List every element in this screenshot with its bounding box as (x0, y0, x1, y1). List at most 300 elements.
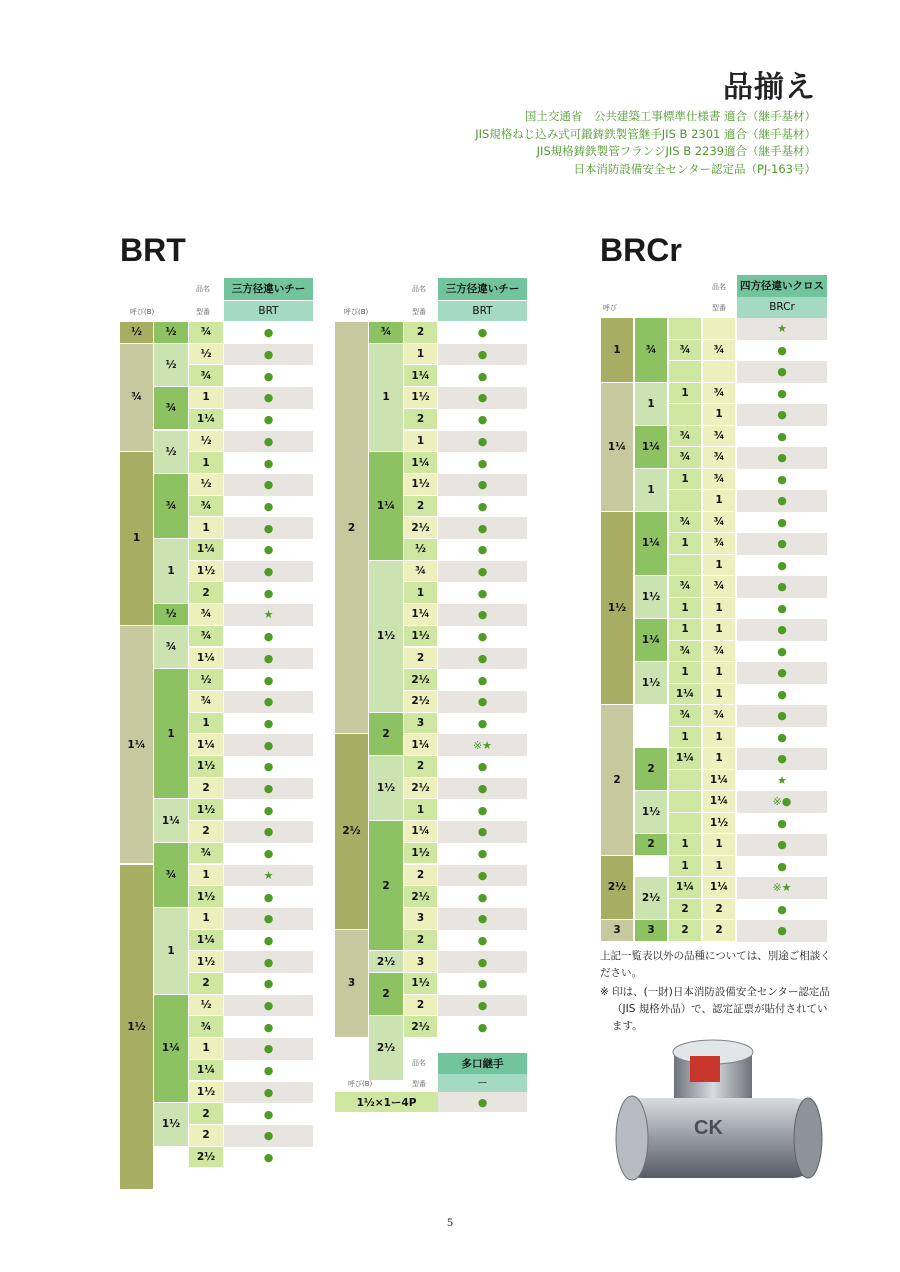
availability-mark: ● (224, 995, 313, 1017)
brcr-size-cell: 1¼ (635, 619, 667, 661)
availability-mark: ● (438, 930, 527, 952)
size-c-cell: 2½ (404, 1016, 437, 1037)
brcr-size-cell (669, 791, 701, 812)
size-c-cell: 2½ (189, 1147, 223, 1168)
size-c-cell: 1¼ (404, 604, 437, 625)
availability-mark: ● (737, 598, 827, 620)
footnote-line: 上記一覧表以外の品種については、別途ご相談ください。 (600, 950, 831, 979)
availability-mark: ● (438, 669, 527, 691)
availability-mark: ● (737, 705, 827, 727)
availability-mark: ● (438, 474, 527, 496)
brcr-size-cell: 1 (703, 748, 735, 769)
brcr-size-cell: 1 (669, 598, 701, 619)
size-c-cell: 2 (189, 973, 223, 994)
size-c-cell: 1½ (404, 973, 437, 994)
size-c-cell: ½ (189, 669, 223, 690)
availability-mark: ● (737, 426, 827, 448)
brcr-size-cell: ¾ (703, 533, 735, 554)
size-c-cell: 2 (189, 821, 223, 842)
availability-mark: ● (224, 1125, 313, 1147)
size-c-cell: 2½ (404, 669, 437, 690)
size-b-cell: ½ (154, 322, 188, 343)
availability-mark: ● (224, 561, 313, 583)
availability-mark: ● (224, 1060, 313, 1082)
brt-product-name: 三方径違いチー (224, 278, 313, 300)
brcr-size-cell: ¾ (703, 705, 735, 726)
size-c-cell: 2 (404, 409, 437, 430)
brcr-size-cell (669, 318, 701, 339)
brcr-size-cell (669, 490, 701, 511)
size-b-cell: 1 (154, 669, 188, 798)
brcr-size-cell: 1 (669, 619, 701, 640)
availability-mark: ● (438, 452, 527, 474)
availability-mark: ● (737, 361, 827, 383)
size-c-cell: 1 (189, 452, 223, 473)
availability-mark: ● (224, 691, 313, 713)
size-c-cell: 1½ (404, 626, 437, 647)
footnote-line: ※ 印は、(一財)日本消防設備安全センター認定品（JIS 規格外品）で、認定証票が貼付されています。 (600, 986, 830, 1032)
availability-mark: ● (438, 648, 527, 670)
brcr-size-cell: 3 (635, 920, 667, 941)
availability-mark: ● (438, 951, 527, 973)
size-a-cell: 1¼ (120, 626, 153, 864)
brcr-size-cell: 1 (703, 598, 735, 619)
brcr-size-cell: 2 (635, 834, 667, 855)
brcr-size-cell: 1 (703, 619, 735, 640)
availability-mark: ● (224, 517, 313, 539)
brcr-size-cell: ¾ (703, 340, 735, 361)
availability-mark: ● (737, 748, 827, 770)
brt-model: BRT (224, 301, 313, 321)
brt-product-name-2: 三方径違いチー (438, 278, 527, 300)
size-c-cell: ¾ (189, 626, 223, 647)
brcr-size-cell: 1¼ (635, 426, 667, 468)
size-b-cell: 2 (369, 821, 403, 950)
size-c-cell: 1 (189, 908, 223, 929)
brcr-size-cell: 1 (635, 383, 667, 425)
availability-mark: ● (438, 843, 527, 865)
availability-mark: ● (224, 626, 313, 648)
brcr-size-cell: 1 (669, 383, 701, 404)
availability-mark: ● (737, 684, 827, 706)
brcr-size-cell: 1¼ (703, 877, 735, 898)
size-b-cell: 1½ (154, 1103, 188, 1145)
size-c-cell: ¾ (189, 496, 223, 517)
availability-mark: ● (224, 713, 313, 735)
availability-mark: ● (737, 383, 827, 405)
size-c-cell: 1½ (189, 886, 223, 907)
brcr-size-cell (669, 770, 701, 791)
availability-mark: ● (438, 821, 527, 843)
brcr-size-cell: ¾ (669, 576, 701, 597)
multi-size: 1½×1ー4P (335, 1092, 438, 1112)
brcr-size-cell: 1 (703, 490, 735, 511)
size-c-cell: 1½ (189, 951, 223, 972)
red-label (690, 1056, 720, 1082)
availability-mark: ● (224, 452, 313, 474)
brcr-size-cell: 1 (669, 834, 701, 855)
yobi-label: 呼び(B) (348, 1080, 373, 1088)
size-a-cell: 1 (120, 452, 153, 625)
size-c-cell: ¾ (189, 1016, 223, 1037)
availability-mark: ● (438, 409, 527, 431)
availability-mark: ● (737, 555, 827, 577)
size-c-cell: 2 (404, 756, 437, 777)
availability-mark: ● (224, 648, 313, 670)
availability-mark: ● (224, 669, 313, 691)
brcr-size-cell: 2 (703, 899, 735, 920)
size-b-cell: 2 (369, 973, 403, 1015)
size-c-cell: 2 (404, 995, 437, 1016)
availability-mark: ● (737, 619, 827, 641)
hin-label: 品名 (412, 285, 426, 293)
size-b-cell: 2 (369, 713, 403, 755)
availability-mark: ● (224, 539, 313, 561)
availability-mark: ● (224, 734, 313, 756)
note-line: 日本消防設備安全センター認定品（PJ-163号） (573, 161, 816, 176)
availability-mark: ● (224, 1016, 313, 1038)
availability-mark: ● (224, 1147, 313, 1169)
size-c-cell: 1 (189, 517, 223, 538)
availability-mark: ● (737, 340, 827, 362)
availability-mark: ● (438, 886, 527, 908)
size-a-cell: 3 (335, 930, 368, 1038)
size-c-cell: 1½ (404, 474, 437, 495)
availability-mark: ● (438, 908, 527, 930)
page-title: 品揃え (723, 70, 816, 105)
yobi-label: 呼び(B) (344, 308, 369, 316)
availability-mark: ● (224, 1082, 313, 1104)
brcr-size-cell: 1¼ (703, 770, 735, 791)
availability-mark: ● (737, 404, 827, 426)
size-c-cell: 2½ (404, 886, 437, 907)
size-c-cell: 2 (189, 582, 223, 603)
brcr-size-cell: 1 (703, 856, 735, 877)
size-c-cell: ¾ (189, 365, 223, 386)
size-b-cell: 1¼ (154, 995, 188, 1103)
size-c-cell: 3 (404, 713, 437, 734)
availability-mark: ● (224, 951, 313, 973)
size-c-cell: ½ (404, 539, 437, 560)
brcr-size-cell: 1 (669, 856, 701, 877)
availability-mark: ● (224, 799, 313, 821)
brcr-size-cell: ¾ (703, 426, 735, 447)
size-c-cell: 3 (404, 951, 437, 972)
brcr-size-cell: 1 (601, 318, 633, 382)
availability-mark: ● (438, 496, 527, 518)
brcr-product-name: 四方径違いクロス (737, 275, 827, 297)
availability-mark: ● (224, 322, 313, 344)
size-b-cell: 2½ (369, 951, 403, 972)
availability-mark: ● (737, 469, 827, 491)
availability-mark: ● (224, 930, 313, 952)
size-a-cell: 2½ (335, 734, 368, 928)
size-b-cell: 1 (154, 539, 188, 603)
size-c-cell: 1½ (189, 756, 223, 777)
availability-mark: ● (737, 813, 827, 835)
brcr-size-cell: 1½ (635, 576, 667, 618)
brcr-size-cell: 1½ (601, 512, 633, 705)
brcr-size-cell: 1 (703, 404, 735, 425)
size-c-cell: ¾ (189, 322, 223, 343)
availability-mark: ● (438, 582, 527, 604)
availability-mark: ★ (224, 865, 313, 887)
size-c-cell: ¾ (189, 604, 223, 625)
availability-mark: ● (224, 908, 313, 930)
availability-mark: ★ (737, 318, 827, 340)
size-c-cell: 2 (404, 496, 437, 517)
size-c-cell: 1 (189, 865, 223, 886)
yobi-label: 呼び(B) (130, 308, 155, 316)
brcr-size-cell: 2 (703, 920, 735, 941)
brcr-size-cell: 1½ (703, 813, 735, 834)
size-a-cell: 1½ (120, 865, 153, 1190)
brcr-size-cell (703, 361, 735, 382)
size-c-cell: 1¼ (189, 1060, 223, 1081)
size-a-cell: 2 (335, 322, 368, 733)
brcr-size-cell: ¾ (669, 447, 701, 468)
brt-section-title: BRT (120, 232, 186, 268)
size-c-cell: 1½ (189, 1082, 223, 1103)
availability-mark: ● (737, 512, 827, 534)
brcr-size-cell: 1 (669, 662, 701, 683)
page-number: 5 (447, 1215, 453, 1229)
size-c-cell: 1 (404, 344, 437, 365)
size-c-cell: 1¼ (189, 648, 223, 669)
brcr-size-cell: 1 (703, 834, 735, 855)
availability-mark: ● (438, 431, 527, 453)
brcr-size-cell: 1¼ (601, 383, 633, 511)
standards-notes (475, 108, 816, 178)
size-c-cell: 2 (404, 648, 437, 669)
availability-mark: ● (737, 576, 827, 598)
brcr-size-cell: 1 (669, 533, 701, 554)
size-c-cell: 1½ (404, 387, 437, 408)
brcr-size-cell (669, 813, 701, 834)
size-c-cell: 2 (404, 930, 437, 951)
availability-mark: ● (224, 431, 313, 453)
availability-mark: ● (438, 799, 527, 821)
availability-mark: ● (438, 561, 527, 583)
brcr-size-cell: ¾ (635, 318, 667, 382)
availability-mark: ● (438, 713, 527, 735)
size-c-cell: 3 (404, 908, 437, 929)
size-b-cell: 2½ (369, 1016, 403, 1080)
size-c-cell: 2 (189, 1103, 223, 1124)
size-c-cell: 1½ (404, 843, 437, 864)
size-b-cell: ¾ (154, 474, 188, 538)
size-c-cell: ½ (189, 431, 223, 452)
brcr-size-cell: 2 (669, 920, 701, 941)
multi-product-name: 多口継手 (438, 1053, 527, 1074)
availability-mark: ● (438, 344, 527, 366)
availability-mark: ● (737, 920, 827, 942)
availability-mark: ● (438, 626, 527, 648)
photo-text: CK (694, 1117, 723, 1139)
brcr-size-cell: 1 (703, 684, 735, 705)
size-b-cell: ½ (154, 344, 188, 386)
availability-mark: ● (438, 1016, 527, 1038)
size-c-cell: 1¼ (189, 930, 223, 951)
size-c-cell: ¾ (189, 691, 223, 712)
size-c-cell: 1 (189, 713, 223, 734)
footnote (600, 948, 832, 1035)
size-b-cell: 1¼ (154, 799, 188, 841)
availability-mark: ● (737, 447, 827, 469)
brcr-size-cell: ¾ (703, 383, 735, 404)
brcr-size-cell: ¾ (669, 705, 701, 726)
size-a-cell: ¾ (120, 344, 153, 452)
size-c-cell: 1¼ (189, 409, 223, 430)
size-b-cell: 1½ (369, 561, 403, 712)
brcr-size-cell: 1¼ (703, 791, 735, 812)
brcr-size-cell: 1¼ (669, 684, 701, 705)
brcr-model: BRCr (737, 297, 827, 318)
availability-mark: ● (224, 1038, 313, 1060)
brcr-size-cell: 1¼ (669, 748, 701, 769)
availability-mark: ● (224, 778, 313, 800)
brcr-size-cell: 1 (669, 469, 701, 490)
multi-model: ー (438, 1074, 527, 1092)
size-c-cell: 1 (189, 1038, 223, 1059)
availability-mark: ★ (737, 770, 827, 792)
size-c-cell: 1 (189, 387, 223, 408)
size-c-cell: 2 (404, 322, 437, 343)
availability-mark: ● (224, 886, 313, 908)
availability-mark: ● (224, 582, 313, 604)
availability-mark: ※● (737, 791, 827, 813)
brcr-size-cell: 1 (703, 727, 735, 748)
availability-mark: ● (438, 517, 527, 539)
size-c-cell: 1½ (189, 561, 223, 582)
availability-mark: ● (737, 856, 827, 878)
size-b-cell: ½ (154, 604, 188, 625)
yobi-label: 呼び (603, 304, 617, 312)
size-b-cell: ¾ (369, 322, 403, 343)
kata-label: 型番 (412, 1080, 426, 1088)
size-c-cell: ¾ (404, 561, 437, 582)
size-b-cell: ½ (154, 431, 188, 473)
brcr-size-cell: 1¼ (669, 877, 701, 898)
brcr-size-cell: ¾ (669, 340, 701, 361)
size-c-cell: 1¼ (189, 734, 223, 755)
brcr-size-cell: 1 (703, 662, 735, 683)
size-b-cell: ¾ (154, 843, 188, 907)
hin-label: 品名 (712, 283, 726, 291)
size-c-cell: 1 (404, 431, 437, 452)
availability-mark: ● (737, 662, 827, 684)
brcr-size-cell: 1½ (635, 662, 667, 704)
hin-label: 品名 (196, 285, 210, 293)
brcr-size-cell (703, 318, 735, 339)
size-c-cell: 1½ (189, 799, 223, 820)
availability-mark: ★ (224, 604, 313, 626)
size-c-cell: 1¼ (404, 734, 437, 755)
availability-mark: ● (438, 756, 527, 778)
availability-mark: ● (438, 322, 527, 344)
brcr-size-cell: 3 (601, 920, 633, 941)
size-c-cell: 2½ (404, 517, 437, 538)
availability-mark: ● (438, 778, 527, 800)
size-c-cell: ½ (189, 344, 223, 365)
brcr-size-cell: 1½ (635, 791, 667, 833)
fitting-left-end (616, 1096, 648, 1180)
size-b-cell: ¾ (154, 626, 188, 668)
brcr-size-cell (669, 404, 701, 425)
availability-mark: ● (224, 496, 313, 518)
brcr-size-cell: ¾ (669, 512, 701, 533)
brcr-size-cell: 1 (669, 727, 701, 748)
brcr-size-cell: ¾ (669, 426, 701, 447)
multi-availability-mark: ● (438, 1092, 527, 1112)
availability-mark: ● (737, 727, 827, 749)
size-c-cell: 1 (404, 799, 437, 820)
brcr-size-cell (669, 555, 701, 576)
fitting-right-end (794, 1098, 822, 1178)
availability-mark: ● (224, 1103, 313, 1125)
size-c-cell: 2½ (404, 778, 437, 799)
size-c-cell: ½ (189, 995, 223, 1016)
brcr-size-cell: 1¼ (635, 512, 667, 576)
size-c-cell: 1¼ (404, 821, 437, 842)
size-a-cell: ½ (120, 322, 153, 343)
size-b-cell: 1¼ (369, 452, 403, 560)
brcr-size-cell: 2 (669, 899, 701, 920)
availability-mark: ● (438, 995, 527, 1017)
size-b-cell: ¾ (154, 387, 188, 429)
kata-label: 型番 (196, 308, 210, 316)
availability-mark: ● (438, 973, 527, 995)
brcr-size-cell: ¾ (703, 576, 735, 597)
product-photo (612, 1038, 827, 1198)
availability-mark: ● (224, 409, 313, 431)
size-c-cell: 1¼ (189, 539, 223, 560)
availability-mark: ● (224, 756, 313, 778)
availability-mark: ※★ (438, 734, 527, 756)
kata-label: 型番 (712, 304, 726, 312)
availability-mark: ● (224, 973, 313, 995)
brcr-size-cell: 2 (635, 748, 667, 790)
availability-mark: ● (737, 533, 827, 555)
availability-mark: ● (737, 834, 827, 856)
brcr-size-cell: 1 (635, 469, 667, 511)
availability-mark: ● (438, 604, 527, 626)
size-b-cell: 1½ (369, 756, 403, 820)
availability-mark: ● (224, 474, 313, 496)
size-c-cell: ½ (189, 474, 223, 495)
kata-label: 型番 (412, 308, 426, 316)
availability-mark: ● (438, 691, 527, 713)
size-c-cell: 1 (404, 582, 437, 603)
availability-mark: ● (438, 539, 527, 561)
brcr-size-cell: ¾ (703, 641, 735, 662)
brcr-size-cell: 1 (703, 555, 735, 576)
availability-mark: ● (737, 899, 827, 921)
availability-mark: ● (438, 365, 527, 387)
availability-mark: ● (737, 490, 827, 512)
size-c-cell: 1¼ (404, 365, 437, 386)
brt-model-2: BRT (438, 301, 527, 321)
note-line: JIS規格ねじ込み式可鍛鋳鉄製管継手JIS B 2301 適合（継手基材） (475, 126, 816, 141)
availability-mark: ● (224, 821, 313, 843)
size-c-cell: 2½ (404, 691, 437, 712)
brcr-size-cell: ¾ (703, 469, 735, 490)
availability-mark: ● (438, 865, 527, 887)
size-c-cell: 2 (189, 778, 223, 799)
brcr-size-cell: ¾ (669, 641, 701, 662)
size-b-cell: 1 (154, 908, 188, 994)
brcr-section-title: BRCr (600, 232, 682, 268)
